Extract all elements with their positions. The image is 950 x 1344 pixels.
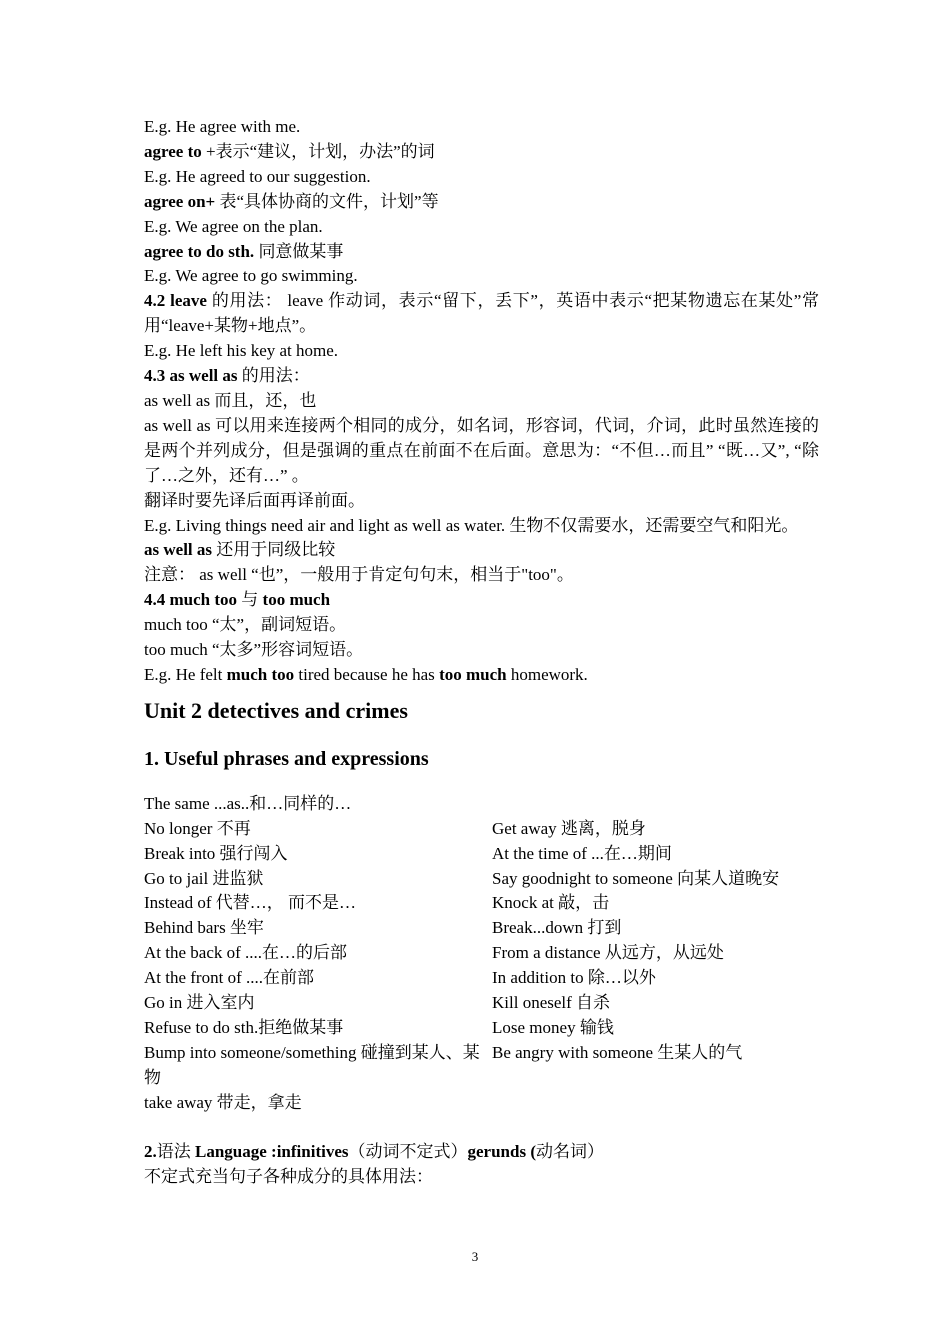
phrase-item: Go in 进入室内 [144,993,255,1013]
text: 动名词） [535,1141,604,1161]
text: 注意： as well “也”，一般用于肯定句句末，相当于"too"。 [144,565,574,585]
phrase-item: Behind bars 坐牢 [144,918,264,938]
text: E.g. He felt [144,664,227,684]
leave-heading-number: 4.2 leave [144,291,207,311]
phrase-list [144,817,819,1116]
text-line [144,215,819,240]
phrase-item: From a distance 从远方，从远处 [492,943,724,963]
grammar-heading [144,1140,819,1165]
bold-text: much too [226,664,295,684]
text: 还用于同级比较 [212,540,336,560]
bold-text: 4.3 as well as [144,366,238,386]
phrase-item: Bump into someone/something 碰撞到某人、某物 [144,1042,480,1087]
bold-text: 4.4 much too [144,590,238,610]
text: 同意做某事 [254,241,344,261]
leave-usage-paragraph [144,289,819,339]
phrase-intro: The same ...as..和…同样的… [144,793,352,813]
text-line [144,364,819,389]
bold-text: gerunds ( [467,1141,536,1161]
text-line [144,240,819,265]
text-line [144,140,819,165]
agree-usage-lines [144,115,819,289]
text-line [144,165,819,190]
text-line [144,190,819,215]
text-line [144,563,819,588]
text: as well as 而且，还，也 [144,390,317,410]
page-content [144,115,819,1189]
text: 与 [237,590,263,610]
text: much too “太”，副词短语。 [144,615,347,635]
text: （动词不定式） [348,1141,468,1161]
phrase-item: At the front of ....在前部 [144,968,314,988]
phrase-item: Go to jail 进监狱 [144,868,264,888]
as-well-as-example: E.g. Living things need air and light as well as water. 生物不仅需要水，还需要空气和阳光。 [144,515,799,535]
translation-note: 翻译时要先译后面再译前面。 [144,490,365,510]
grammar-subtitle: 不定式充当句子各种成分的具体用法： [144,1166,433,1186]
phrase-item: Say goodnight to someone 向某人道晚安 [492,868,780,888]
phrase-item: Refuse to do sth.拒绝做某事 [144,1018,344,1037]
phrase-item: At the time of ...在…期间 [492,843,672,863]
text-line [144,538,819,563]
phrase-column-left [144,817,492,1116]
phrase-item: In addition to 除…以外 [492,968,656,988]
text-line [144,389,819,414]
text: tired because he has [294,664,440,684]
text-line [144,613,819,638]
as-well-as-explanation: as well as 可以用来连接两个相同的成分，如名词，形容词，代词，介词，此时虽然连接的是两个并列成分，但是强调的重点在前面不在后面。意思为：“不但…而且” “既…又”, “除了…之外，还有…” 。 [144,415,819,485]
bold-text: agree to [144,141,206,161]
phrase-column-right [492,817,819,1116]
bold-text: too much [439,664,507,684]
much-too-lines [144,538,819,687]
bold-text: agree on+ [144,191,216,211]
section-phrases-title: 1. Useful phrases and expressions [144,747,429,770]
unit-title: Unit 2 detectives and crimes [144,697,408,723]
text: too much “太多”形容词短语。 [144,640,364,660]
text: E.g. We agree to go swimming. [144,266,358,286]
phrase-item: At the back of ....在…的后部 [144,943,348,963]
phrase-item: Be angry with someone 生某人的气 [492,1042,743,1062]
text-line [144,663,819,688]
page-number: 3 [471,1249,479,1264]
phrase-item: No longer 不再 [144,818,251,838]
text: E.g. He left his key at home. [144,341,339,361]
phrase-item: Kill oneself 自杀 [492,993,611,1013]
phrase-item: Get away 逃离，脱身 [492,818,646,838]
phrase-item: Knock at 敲，击 [492,893,610,913]
text-line [144,339,819,364]
text-line [144,264,819,289]
text-line [144,588,819,613]
text: 表“具体协商的文件，计划”等 [215,191,439,211]
bold-text: as well as [144,540,212,560]
text: 语法 [156,1141,195,1161]
phrase-item: Break...down 打到 [492,918,622,938]
as-well-as-heading-lines [144,339,819,414]
phrase-item: Lose money 输钱 [492,1018,614,1037]
text: E.g. He agreed to our suggestion. [144,166,371,186]
text: 的用法： [237,366,310,386]
phrase-item: Break into 强行闯入 [144,843,288,863]
text: E.g. We agree on the plan. [144,216,323,236]
text: homework. [506,664,588,684]
leave-heading-text: 的用法： leave 作动词，表示“留下，丢下”，英语中表示“把某物遗忘在某处”常用“leave+某物+地点”。 [144,291,819,336]
text-line [144,638,819,663]
bold-text: 2. [144,1141,157,1161]
text-line [144,115,819,140]
bold-text: agree to do sth. [144,241,255,261]
bold-text: too much [262,590,331,610]
phrase-item: Instead of 代替…， 而不是… [144,893,357,913]
text: +表示“建议，计划，办法”的词 [206,141,435,161]
text: E.g. He agree with me. [144,117,301,136]
phrase-item: take away 带走，拿走 [144,1092,302,1112]
bold-text: Language :infinitives [195,1141,349,1161]
